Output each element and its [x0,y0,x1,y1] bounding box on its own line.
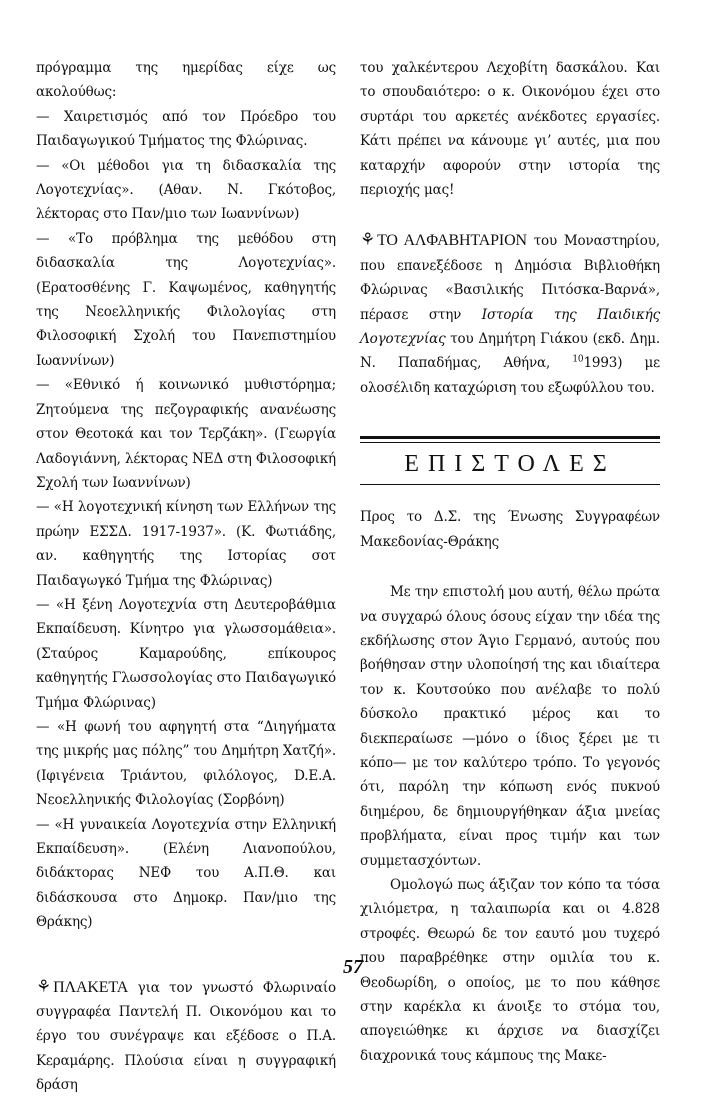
alfavitarion-paragraph [360,228,660,400]
flower-ornament-icon: ⚘ [36,976,52,997]
alfavitarion-lead: ΤΟ ΑΛΦΑΒΗΤΑΡΙΟΝ [377,232,527,250]
section-title: ΕΠΙΣΤΟΛΕΣ [404,451,616,478]
plaketa-paragraph [36,975,336,1098]
program-intro: πρόγραμμα της ημερίδας είχε ως ακολούθως: [36,60,336,101]
program-item: — «Η ξένη Λογοτεχνία στη Δευτεροβάθμια Εκπαίδευση. Κίνητρο για γλωσσομάθεια». (Σταύρος Καμαρούδης, επίκουρος καθηγητής Γλωσσολογίας στο Παιδαγωγικό Τμήμα Φλώρινας) [36,596,336,711]
edition-superscript: 10 [572,354,584,365]
alfavitarion-text: του Μοναστηρίου, που επανεξέδοσε η Δημόσια Βιβλιοθήκη Φλώρινας «Βασιλικής Πιτόσκα-Βαρνά», πέρασε στην [360,233,660,323]
program-item: — «Η φωνή του αφηγητή στα “Διηγήματα της μικρής μας πόλης” του Δημήτρη Χατζή». (Ιφιγένεια Τριάντου, φιλόλογος, D.E.A. Νεοελληνικής Φιλολογίας (Σορβόνη) [36,718,336,809]
plaketa-text: για τον γνωστό Φλωριναίο συγγραφέα Παντελή Π. Οικονόμου και το έργο του συνέγραψε και εξέδοσε ο Π.Α. Κεραμάρης. Πλούσια είναι η συγγραφική δράση [36,979,336,1094]
letter-paragraph: Ομολογώ πως άξιζαν τον κόπο τα τόσα χιλιόμετρα, η ταλαιπωρία και οι 4.828 στροφές. Θεωρώ δε τον εαυτό μου τυχερό που παραβρέθηκε στην ομιλία του κ. Θεοδωρίδη, ο οποίος, με το που κάθησε στην καρέκλα κι άνοιξε το στόμα του, απογειώθηκε κι άρχισε να διασχίζει διαχρονικά τους κάμπους της Μακε- [360,876,660,1064]
alfavitarion-text: 1993) με ολοσέλιδη καταχώριση του εξωφύλλου του. [360,355,660,396]
right-column [360,56,660,1068]
left-column [36,56,336,1098]
plaketa-lead: ΠΛΑΚΕΤΑ [53,978,129,996]
flower-ornament-icon: ⚘ [360,230,376,251]
continued-text: του χαλκέντερου Λεχοβίτη δασκάλου. Και το σπουδαιότερο: ο κ. Οικονόμου έχει στο συρτάρι του αρκετές ανέκδοτες εργασίες. Κάτι πρέπει να κάνουμε γι’ αυτές, μια που καταρχήν αφορούν στην ιστορία της περιοχής μας! [360,60,660,199]
letter-addressee: Προς το Δ.Σ. της Ένωσης Συγγραφέων Μακεδονίας-Θράκης [360,509,660,550]
alfavitarion-text: του Δημήτρη Γιάκου (εκδ. Δημ. Ν. Παπαδήμας, Αθήνα, [360,331,660,372]
program-item: — «Οι μέθοδοι για τη διδασκαλία της Λογοτεχνίας». (Αθαν. Ν. Γκότοβος, λέκτορας στο Παν/μιο των Ιωαννίνων) [36,157,336,223]
program-item: — Χαιρετισμός από τον Πρόεδρο του Παιδαγωγικού Τμήματος της Φλώρινας. [36,108,336,150]
letter-paragraph: Με την επιστολή μου αυτή, θέλω πρώτα να συγχαρώ όλους όσους είχαν την ιδέα της εκδήλωσης στον Άγιο Γερμανό, αυτούς που βοήθησαν στην υλοποίησή της και ιδιαίτερα τον κ. Κουτσούκο που ανέλαβε το πολύ δύσκολο πρακτικό μέρος και το διεκπεραίωσε —μόνο ο ίδιος ξέρει με τι κόπο— με τον καλύτερο τρόπο. Το γεγονός ότι, παρόλη την κόπωση ενός πυκνού διημέρου, δε δημιουργήθηκαν άξια μνείας προβλήματα, είναι προς τιμήν και των συμμετασχόντων. [360,584,660,869]
program-item: — «Το πρόβλημα της μεθόδου στη διδασκαλία της Λογοτεχνίας». (Ερατοσθένης Γ. Καψωμένος, καθηγητής της Νεοελληνικής Φιλολογίας στη Φιλοσοφική Σχολή του Πανεπιστημίου Ιωαννίνων) [36,230,336,369]
divider [360,436,660,439]
program-item: — «Η λογοτεχνική κίνηση των Ελλήνων της πρώην ΕΣΣΔ. 1917-1937». (Κ. Φωτιάδης, αν. καθηγητής της Ιστορίας σοτ Παιδαγωγκό Τμήμα της Φλώρινας) [36,499,336,589]
program-item: — «Η γυναικεία Λογοτεχνία στην Ελληνική Εκπαίδευση». (Ελένη Λιανοπούλου, διδάκτορας ΝΕΦ του Α.Π.Θ. και διδάσκουσα στο Δημοκρ. Παν/μιο της Θράκης) [36,816,336,931]
program-item: — «Εθνικό ή κοινωνικό μυθιστόρημα; Ζητούμενα της πεζογραφικής ανανέωσης στον Θεοτοκά και τον Τερζάκη». (Γεωργία Λαδογιάννη, λέκτορας ΝΕΔ στη Φιλοσοφική Σχολή των Ιωαννίνων) [36,377,336,491]
section-header [360,436,660,485]
page-number: 57 [343,956,363,978]
book-title: Ιστορία της Παιδικής Λογοτεχνίας [360,306,660,348]
